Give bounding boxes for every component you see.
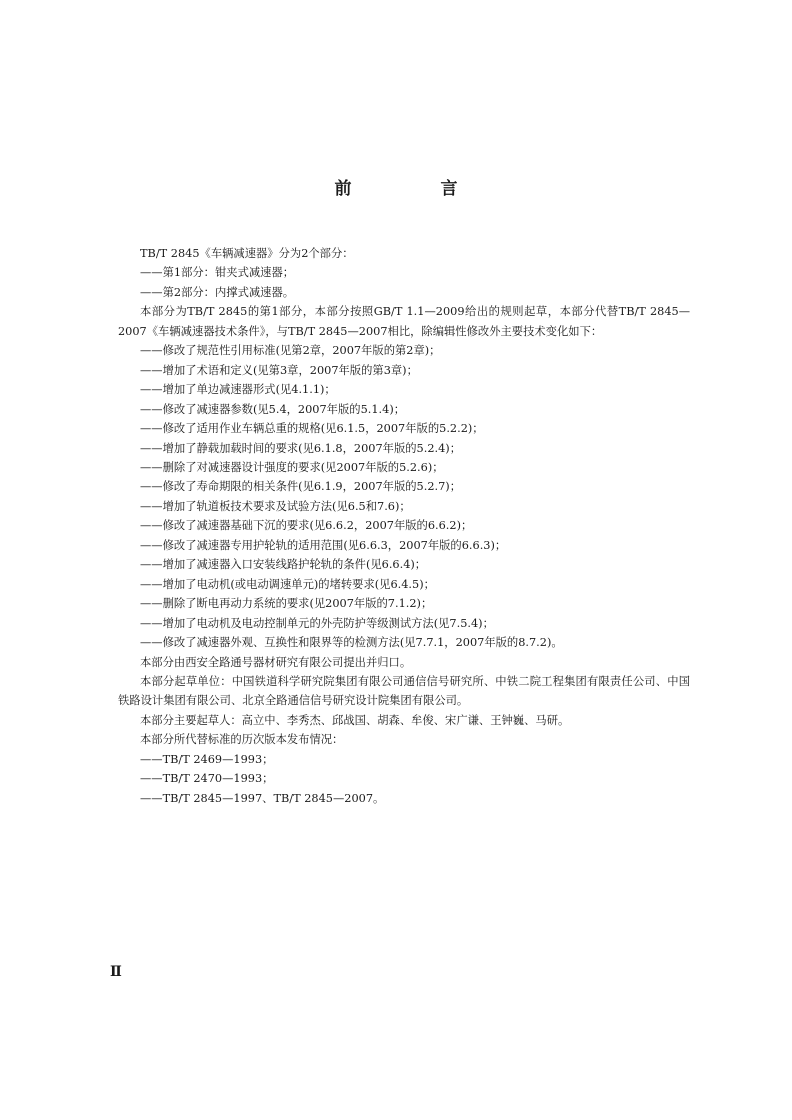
list-item: ——增加了电动机(或电动调速单元)的堵转要求(见6.4.5)；: [140, 577, 435, 591]
list-item: ——TB/T 2470—1993；: [140, 772, 274, 786]
list-item: ——TB/T 2845—1997、TB/T 2845—2007。: [140, 791, 385, 805]
list-item: ——修改了减速器外观、互换性和限界等的检测方法(见7.7.1，2007年版的8.7.2)。: [140, 636, 563, 650]
list-item: ——修改了减速器专用护轮轨的适用范围(见6.6.3，2007年版的6.6.3)；: [140, 538, 507, 552]
paragraph: 本部分由西安全路通号器材研究有限公司提出并归口。: [140, 655, 412, 669]
paragraph: 本部分起草单位：中国铁道科学研究院集团有限公司通信信号研究所、中铁二院工程集团有限责任公司、中国铁路设计集团有限公司、北京全路通信信号研究设计院集团有限公司。: [118, 674, 690, 708]
list-item: ——增加了静载加载时间的要求(见6.1.8，2007年版的5.2.4)；: [140, 441, 461, 455]
list-item: ——删除了对减速器设计强度的要求(见2007年版的5.2.6)；: [140, 460, 444, 474]
paragraph: TB/T 2845《车辆减速器》分为2个部分：: [140, 247, 354, 260]
list-item: ——第1部分：钳夹式减速器；: [140, 266, 295, 280]
list-item: ——增加了轨道板技术要求及试验方法(见6.5和7.6)；: [140, 499, 411, 513]
page-title: 前 言: [334, 179, 494, 199]
list-item: ——修改了减速器基础下沉的要求(见6.6.2，2007年版的6.6.2)；: [140, 519, 473, 533]
foreword-body: [118, 244, 690, 808]
list-item: ——增加了单边减速器形式(见4.1.1)；: [140, 383, 336, 397]
list-item: ——删除了断电再动力系统的要求(见2007年版的7.1.2)；: [140, 597, 433, 611]
list-item: ——增加了电动机及电动控制单元的外壳防护等级测试方法(见7.5.4)；: [140, 616, 494, 630]
paragraph: 本部分为TB/T 2845的第1部分，本部分按照GB/T 1.1—2009给出的规则起草，本部分代替TB/T 2845—2007《车辆减速器技术条件》，与TB/T 2845—2007相比，除编辑性修改外主要技术变化如下：: [118, 305, 690, 338]
list-item: ——增加了减速器入口安装线路护轮轨的条件(见6.6.4)；: [140, 558, 427, 572]
list-item: ——修改了减速器参数(见5.4，2007年版的5.1.4)；: [140, 402, 406, 416]
list-item: ——修改了规范性引用标准(见第2章，2007年版的第2章)；: [140, 344, 441, 358]
page-number: Ⅱ: [110, 964, 122, 980]
paragraph: 本部分所代替标准的历次版本发布情况：: [140, 733, 344, 747]
list-item: ——修改了寿命期限的相关条件(见6.1.9，2007年版的5.2.7)；: [140, 480, 461, 494]
list-item: ——第2部分：内撑式减速器。: [140, 285, 295, 299]
list-item: ——增加了术语和定义(见第3章，2007年版的第3章)；: [140, 363, 418, 377]
list-item: ——TB/T 2469—1993；: [140, 752, 274, 766]
list-item: ——修改了适用作业车辆总重的规格(见6.1.5，2007年版的5.2.2)；: [140, 422, 484, 436]
paragraph: 本部分主要起草人：高立中、李秀杰、邱战国、胡森、牟俊、宋广谦、王钟巍、马研。: [140, 713, 570, 727]
